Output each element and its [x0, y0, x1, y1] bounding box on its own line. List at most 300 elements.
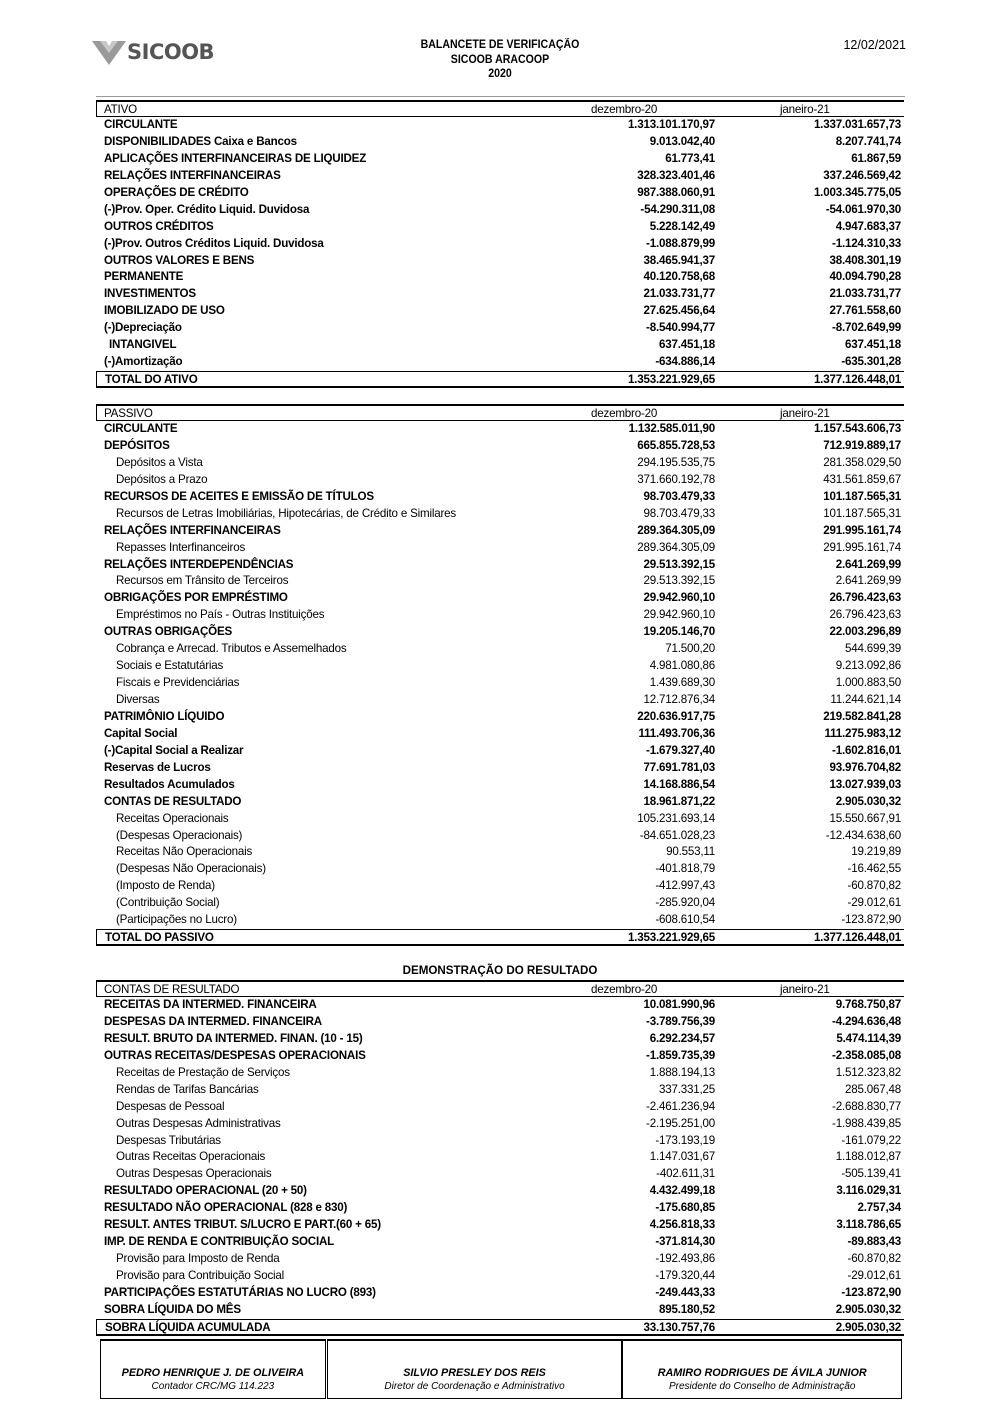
row-label: (-)Prov. Outros Créditos Liquid. Duvidosa	[104, 236, 324, 250]
table-row	[96, 1251, 904, 1268]
row-label: CIRCULANTE	[104, 118, 178, 131]
row-label: (Despesas Operacionais)	[116, 828, 243, 842]
title-line-3: 2020	[488, 68, 512, 80]
table-row	[96, 1065, 904, 1082]
report-date: 12/02/2021	[843, 38, 906, 52]
value-dezembro: -3.789.756,39	[646, 1014, 715, 1028]
row-label: Receitas Não Operacionais	[116, 845, 253, 859]
row-label: INVESTIMENTOS	[104, 287, 196, 301]
col-header-dezembro: dezembro-20	[591, 407, 658, 420]
row-label: (-)Prov. Oper. Crédito Liquid. Duvidosa	[104, 202, 310, 216]
row-label: RELAÇÕES INTERFINANCEIRAS	[104, 168, 281, 182]
value-dezembro: 12.712.876,34	[643, 693, 715, 706]
row-label: DEPÓSITOS	[104, 438, 170, 452]
table-row	[96, 692, 904, 709]
title-line-2: SICOOB ARACOOP	[450, 53, 550, 66]
value-dezembro: -173.193,19	[655, 1133, 715, 1147]
value-janeiro: -54.061.970,30	[825, 202, 901, 216]
table-row	[96, 1031, 904, 1048]
row-label: Recursos de Letras Imobiliárias, Hipotecárias, de Crédito e Similares	[116, 506, 456, 520]
row-label: Cobrança e Arrecad. Tributos e Assemelhados	[116, 642, 347, 656]
row-label: Receitas Operacionais	[116, 811, 229, 825]
table-row	[96, 861, 904, 878]
total-value-janeiro: 1.377.126.448,01	[813, 373, 901, 387]
row-label: APLICAÇÕES INTERFINANCEIRAS DE LIQUIDEZ	[104, 151, 367, 165]
document-title	[362, 38, 638, 82]
row-label: INTANGIVEL	[109, 338, 177, 352]
value-dezembro: 90.553,11	[666, 845, 715, 859]
table-row	[96, 590, 904, 607]
table-row	[96, 303, 904, 320]
value-janeiro: 3.118.786,65	[836, 1218, 901, 1232]
passivo-header-label: PASSIVO	[104, 407, 153, 420]
row-label: Resultados Acumulados	[104, 777, 235, 791]
table-row	[96, 658, 904, 675]
value-dezembro: -84.651.028,23	[639, 828, 715, 842]
value-dezembro: 289.364.305,09	[637, 523, 715, 537]
value-janeiro: -60.870,82	[847, 879, 901, 893]
value-janeiro: 2.641.269,99	[835, 574, 901, 588]
table-row	[96, 117, 904, 134]
signatory-name: PEDRO HENRIQUE J. DE OLIVEIRA	[121, 1367, 305, 1379]
row-label: OUTROS VALORES E BENS	[104, 253, 255, 267]
value-janeiro: 93.976.704,82	[829, 760, 901, 774]
table-row	[96, 236, 904, 253]
value-dezembro: 71.500,20	[665, 642, 715, 656]
value-dezembro: -175.680,85	[655, 1201, 715, 1215]
table-row	[96, 1285, 904, 1302]
value-janeiro: -29.012,61	[847, 896, 901, 910]
value-dezembro: 105.231.693,14	[637, 811, 715, 825]
value-dezembro: 4.256.818,33	[649, 1218, 715, 1232]
value-janeiro: -29.012,61	[847, 1269, 901, 1282]
value-janeiro: 337.246.569,42	[823, 168, 901, 182]
total-value-dezembro: 33.130.757,76	[643, 1320, 715, 1334]
value-dezembro: -8.540.994,77	[646, 321, 715, 335]
col-header-dezembro: dezembro-20	[591, 103, 658, 116]
ativo-header-label: ATIVO	[104, 103, 137, 116]
value-dezembro: 987.388.060,91	[637, 185, 715, 199]
value-janeiro: 40.094.790,28	[829, 270, 901, 284]
table-row	[96, 878, 904, 895]
table-row	[96, 253, 904, 270]
value-dezembro: -54.290.311,08	[640, 202, 715, 216]
value-dezembro: -1.679.327,40	[646, 743, 715, 757]
table-row	[96, 168, 904, 185]
row-label: PARTICIPAÇÕES ESTATUTÁRIAS NO LUCRO (893)	[104, 1285, 376, 1299]
dre-header-row	[96, 980, 904, 997]
value-janeiro: -505.139,41	[841, 1167, 901, 1181]
table-row	[96, 777, 904, 794]
value-janeiro: 2.641.269,99	[835, 557, 901, 571]
sicoob-logo-icon	[92, 39, 126, 65]
value-dezembro: -402.611,31	[656, 1167, 715, 1181]
value-janeiro: 4.947.683,37	[835, 219, 901, 233]
value-dezembro: 637.451,18	[658, 338, 715, 352]
row-label: Depósitos a Vista	[116, 455, 203, 469]
value-dezembro: -371.814,30	[655, 1235, 715, 1249]
table-row	[96, 523, 904, 540]
value-dezembro: 1.439.689,30	[649, 676, 715, 690]
row-label: DESPESAS DA INTERMED. FINANCEIRA	[104, 1014, 322, 1028]
table-row	[96, 557, 904, 574]
row-label: RECURSOS DE ACEITES E EMISSÃO DE TÍTULOS	[104, 489, 374, 503]
table-row	[96, 1166, 904, 1183]
value-dezembro: 1.313.101.170,97	[627, 118, 715, 131]
row-label: Reservas de Lucros	[104, 760, 211, 774]
passivo-table	[96, 404, 904, 946]
value-dezembro: 289.364.305,09	[637, 540, 715, 554]
value-dezembro: 98.703.479,33	[643, 489, 715, 503]
value-dezembro: 1.888.194,13	[649, 1065, 715, 1079]
table-row	[96, 675, 904, 692]
table-row	[96, 828, 904, 845]
value-dezembro: 9.013.042,40	[649, 134, 715, 148]
row-label: Outras Receitas Operacionais	[116, 1150, 266, 1164]
row-label: RECEITAS DA INTERMED. FINANCEIRA	[104, 998, 317, 1011]
signature-box-accountant	[100, 1339, 326, 1399]
signatory-role: Contador CRC/MG 114.223	[151, 1381, 275, 1392]
col-header-dezembro: dezembro-20	[591, 983, 658, 996]
table-row	[96, 1082, 904, 1099]
signatory-name: SILVIO PRESLEY DOS REIS	[403, 1367, 546, 1379]
value-dezembro: 337.331,25	[658, 1082, 715, 1096]
value-janeiro: 111.275.983,12	[824, 726, 901, 740]
value-dezembro: -192.493,86	[655, 1252, 715, 1266]
value-dezembro: 328.323.401,46	[637, 168, 715, 182]
value-janeiro: 101.187.565,31	[823, 489, 901, 503]
value-dezembro: -2.195.251,00	[646, 1116, 715, 1130]
value-janeiro: 1.003.345.775,05	[813, 185, 901, 199]
value-dezembro: -608.610,54	[655, 913, 715, 927]
value-dezembro: 14.168.886,54	[643, 777, 715, 791]
value-dezembro: 29.513.392,15	[643, 574, 715, 588]
value-janeiro: -161.079,22	[841, 1133, 901, 1147]
value-janeiro: 2.905.030,32	[835, 794, 901, 808]
value-janeiro: -4.294.636,48	[832, 1014, 901, 1028]
table-row	[96, 1234, 904, 1251]
row-label: (Contribuição Social)	[116, 896, 220, 910]
value-dezembro: 21.033.731,77	[643, 287, 715, 301]
total-value-janeiro: 2.905.030,32	[835, 1320, 901, 1334]
value-dezembro: -412.997,43	[655, 879, 715, 893]
signatory-role: Diretor de Coordenação e Administrativo	[384, 1381, 565, 1392]
table-row	[96, 997, 904, 1014]
value-janeiro: 19.219,89	[851, 845, 901, 859]
value-janeiro: 38.408.301,19	[829, 253, 901, 267]
value-janeiro: -2.688.830,77	[832, 1099, 901, 1113]
value-janeiro: -16.462,55	[847, 862, 901, 876]
value-janeiro: 1.157.543.606,73	[813, 422, 901, 435]
table-row	[96, 709, 904, 726]
dre-header-label: CONTAS DE RESULTADO	[104, 983, 240, 996]
value-janeiro: 1.000.883,50	[835, 676, 901, 690]
row-label: Empréstimos no País - Outras Instituições	[116, 608, 325, 622]
table-row	[96, 219, 904, 236]
value-dezembro: 98.703.479,33	[643, 506, 715, 520]
row-label: CIRCULANTE	[104, 422, 178, 435]
table-row	[96, 320, 904, 337]
value-dezembro: 18.961.871,22	[643, 794, 715, 808]
value-janeiro: 431.561.859,67	[823, 472, 901, 486]
value-janeiro: 26.796.423,63	[829, 608, 901, 622]
value-janeiro: 281.358.029,50	[823, 455, 901, 469]
value-janeiro: 61.867,59	[851, 151, 901, 165]
passivo-header-row	[96, 404, 904, 421]
table-row	[96, 912, 904, 929]
value-dezembro: 10.081.990,96	[643, 998, 715, 1011]
table-row	[96, 540, 904, 557]
table-row	[96, 269, 904, 286]
row-label: (Participações no Lucro)	[116, 913, 237, 927]
passivo-total-row	[96, 929, 904, 946]
value-janeiro: 27.761.558,60	[829, 304, 901, 318]
value-dezembro: 61.773,41	[665, 151, 715, 165]
value-dezembro: 38.465.941,37	[643, 253, 715, 267]
table-row	[96, 844, 904, 861]
ativo-table	[96, 100, 904, 388]
table-row	[96, 1217, 904, 1234]
value-dezembro: 294.195.535,75	[637, 455, 715, 469]
row-label: RESULTADO NÃO OPERACIONAL (828 e 830)	[104, 1201, 348, 1215]
value-dezembro: 29.942.960,10	[643, 608, 715, 622]
value-janeiro: -123.872,90	[841, 1285, 901, 1299]
value-janeiro: 15.550.667,91	[829, 811, 901, 825]
table-row	[96, 726, 904, 743]
table-row	[96, 1133, 904, 1150]
table-row	[96, 607, 904, 624]
value-dezembro: 77.691.781,03	[643, 760, 715, 774]
value-dezembro: -285.920,04	[655, 896, 715, 910]
value-janeiro: 13.027.939,03	[829, 777, 901, 791]
row-label: Fiscais e Previdenciárias	[116, 676, 240, 690]
row-label: Provisão para Contribuição Social	[116, 1269, 285, 1282]
value-janeiro: 21.033.731,77	[829, 287, 901, 301]
table-row	[96, 421, 904, 438]
row-label: RESULTADO OPERACIONAL (20 + 50)	[104, 1184, 307, 1198]
row-label: (-)Amortização	[104, 355, 183, 369]
table-row	[96, 286, 904, 303]
value-janeiro: -1.602.816,01	[832, 743, 901, 757]
signature-block	[100, 1339, 902, 1399]
title-line-1: BALANCETE DE VERIFICAÇÃO	[420, 39, 580, 51]
col-header-janeiro: janeiro-21	[780, 407, 830, 420]
table-row	[96, 489, 904, 506]
value-janeiro: -89.883,43	[847, 1235, 901, 1249]
value-janeiro: 2.757,34	[857, 1201, 901, 1215]
value-janeiro: 5.474.114,39	[836, 1031, 901, 1045]
table-row	[96, 185, 904, 202]
value-dezembro: 40.120.758,68	[643, 270, 715, 284]
table-row	[96, 134, 904, 151]
value-janeiro: 9.213.092,86	[835, 659, 901, 673]
value-dezembro: 895.180,52	[658, 1302, 715, 1316]
table-row	[96, 337, 904, 354]
table-row	[96, 895, 904, 912]
value-janeiro: -123.872,90	[841, 913, 901, 927]
row-label: (-)Capital Social a Realizar	[104, 743, 244, 757]
value-janeiro: 291.995.161,74	[823, 540, 901, 554]
table-row	[96, 794, 904, 811]
table-row	[96, 151, 904, 168]
value-janeiro: 26.796.423,63	[829, 591, 901, 605]
table-row	[96, 1268, 904, 1285]
row-label: Rendas de Tarifas Bancárias	[116, 1082, 259, 1096]
total-value-janeiro: 1.377.126.448,01	[813, 931, 901, 945]
value-dezembro: 4.981.080,86	[649, 659, 715, 673]
dre-total-row	[96, 1319, 904, 1336]
row-label: OPERAÇÕES DE CRÉDITO	[104, 185, 249, 199]
row-label: Depósitos a Prazo	[116, 472, 208, 486]
table-row	[96, 624, 904, 641]
value-dezembro: 1.132.585.011,90	[628, 422, 715, 435]
table-row	[96, 438, 904, 455]
total-value-dezembro: 1.353.221.929,65	[627, 931, 715, 945]
table-row	[96, 1048, 904, 1065]
row-label: IMOBILIZADO DE USO	[104, 304, 225, 318]
row-label: (Imposto de Renda)	[116, 879, 215, 893]
row-label: RESULT. BRUTO DA INTERMED. FINAN. (10 - 15)	[104, 1031, 363, 1045]
table-row	[96, 1099, 904, 1116]
row-label: Provisão para Imposto de Renda	[116, 1252, 280, 1266]
col-header-janeiro: janeiro-21	[780, 983, 830, 996]
total-value-dezembro: 1.353.221.929,65	[627, 373, 715, 387]
table-row	[96, 202, 904, 219]
row-label: OUTRAS RECEITAS/DESPESAS OPERACIONAIS	[104, 1048, 366, 1062]
dre-table	[96, 980, 904, 1336]
table-row	[96, 1183, 904, 1200]
value-janeiro: -2.358.085,08	[832, 1048, 901, 1062]
row-label: Outras Despesas Administrativas	[116, 1116, 281, 1130]
dre-title: DEMONSTRAÇÃO DO RESULTADO	[402, 964, 598, 977]
table-row	[96, 1302, 904, 1319]
row-label: Despesas Tributárias	[116, 1133, 221, 1147]
row-label: PERMANENTE	[104, 270, 184, 284]
value-dezembro: 19.205.146,70	[643, 625, 715, 639]
row-label: Sociais e Estatutárias	[116, 659, 224, 673]
value-janeiro: -635.301,28	[841, 355, 901, 369]
row-label: OBRIGAÇÕES POR EMPRÉSTIMO	[104, 591, 288, 605]
value-janeiro: -12.434.638,60	[825, 828, 901, 842]
row-label: (Despesas Não Operacionais)	[116, 862, 266, 876]
table-row	[96, 1014, 904, 1031]
row-label: CONTAS DE RESULTADO	[104, 794, 242, 808]
value-janeiro: 101.187.565,31	[823, 506, 901, 520]
value-dezembro: -634.886,14	[655, 355, 715, 369]
row-label: Capital Social	[104, 726, 178, 740]
signatory-name: RAMIRO RODRIGUES DE ÁVILA JUNIOR	[657, 1367, 867, 1379]
table-row	[96, 354, 904, 371]
value-janeiro: 3.116.029,31	[836, 1184, 901, 1198]
signature-box-president	[622, 1339, 902, 1399]
value-dezembro: -401.818,79	[655, 862, 715, 876]
row-label: RESULT. ANTES TRIBUT. S/LUCRO E PART.(60 + 65)	[104, 1218, 381, 1232]
row-label: DISPONIBILIDADES Caixa e Bancos	[104, 134, 297, 148]
value-janeiro: 285.067,48	[844, 1082, 901, 1096]
row-label: Outras Despesas Operacionais	[116, 1167, 272, 1181]
row-label: Repasses Interfinanceiros	[116, 540, 246, 554]
table-row	[96, 472, 904, 489]
value-janeiro: -1.988.439,85	[832, 1116, 901, 1130]
value-dezembro: 371.660.192,78	[637, 472, 715, 486]
total-label: TOTAL DO ATIVO	[105, 373, 198, 387]
signature-box-director	[327, 1339, 623, 1399]
row-label: Despesas de Pessoal	[116, 1099, 225, 1113]
value-janeiro: 1.512.323,82	[835, 1065, 901, 1079]
value-dezembro: 5.228.142,49	[649, 219, 715, 233]
value-dezembro: -179.320,44	[655, 1269, 715, 1282]
value-dezembro: -1.859.735,39	[646, 1048, 715, 1062]
ativo-total-row	[96, 371, 904, 388]
value-dezembro: 1.147.031,67	[649, 1150, 715, 1164]
value-janeiro: -1.124.310,33	[832, 236, 901, 250]
total-label: SOBRA LÍQUIDA ACUMULADA	[105, 1320, 271, 1334]
row-label: (-)Depreciação	[104, 321, 182, 335]
table-row	[96, 743, 904, 760]
table-row	[96, 506, 904, 523]
value-dezembro: 665.855.728,53	[637, 438, 715, 452]
table-row	[96, 1149, 904, 1166]
value-janeiro: 1.337.031.657,73	[813, 118, 901, 131]
table-row	[96, 1200, 904, 1217]
row-label: Recursos em Trânsito de Terceiros	[116, 574, 289, 588]
value-janeiro: 11.244.621,14	[830, 693, 901, 706]
value-janeiro: 544.699,39	[844, 642, 901, 656]
total-label: TOTAL DO PASSIVO	[105, 931, 214, 945]
table-row	[96, 1116, 904, 1133]
value-janeiro: 712.919.889,17	[823, 438, 901, 452]
value-dezembro: 29.942.960,10	[643, 591, 715, 605]
value-dezembro: 111.493.706,36	[638, 726, 715, 740]
value-janeiro: 637.451,18	[844, 338, 901, 352]
row-label: RELAÇÕES INTERFINANCEIRAS	[104, 523, 281, 537]
header-divider	[96, 96, 905, 97]
sicoob-logo	[92, 37, 222, 67]
table-row	[96, 573, 904, 590]
row-label: RELAÇÕES INTERDEPENDÊNCIAS	[104, 557, 294, 571]
col-header-janeiro: janeiro-21	[780, 103, 830, 116]
table-row	[96, 641, 904, 658]
row-label: OUTRAS OBRIGAÇÕES	[104, 625, 233, 639]
value-janeiro: 22.003.296,89	[829, 625, 901, 639]
value-janeiro: 8.207.741,74	[835, 134, 901, 148]
table-row	[96, 811, 904, 828]
table-row	[96, 455, 904, 472]
row-label: PATRIMÔNIO LÍQUIDO	[104, 709, 225, 723]
row-label: Receitas de Prestação de Serviços	[116, 1065, 290, 1079]
value-dezembro: -2.461.236,94	[646, 1099, 715, 1113]
value-janeiro: 9.768.750,87	[835, 998, 901, 1011]
row-label: SOBRA LÍQUIDA DO MÊS	[104, 1302, 241, 1316]
value-dezembro: -1.088.879,99	[646, 236, 715, 250]
value-janeiro: 291.995.161,74	[823, 523, 901, 537]
value-dezembro: -249.443,33	[655, 1285, 715, 1299]
table-row	[96, 760, 904, 777]
value-dezembro: 220.636.917,75	[637, 709, 715, 723]
row-label: IMP. DE RENDA E CONTRIBUIÇÃO SOCIAL	[104, 1235, 335, 1249]
value-janeiro: 219.582.841,28	[823, 709, 901, 723]
value-janeiro: -60.870,82	[847, 1252, 901, 1266]
value-dezembro: 27.625.456,64	[643, 304, 715, 318]
value-janeiro: -8.702.649,99	[832, 321, 901, 335]
value-janeiro: 1.188.012,87	[835, 1150, 901, 1164]
row-label: Diversas	[116, 693, 160, 706]
row-label: OUTROS CRÉDITOS	[104, 219, 214, 233]
value-dezembro: 4.432.499,18	[649, 1184, 715, 1198]
ativo-header-row	[96, 100, 904, 117]
logo-text: SICOOB	[127, 40, 215, 64]
value-janeiro: 2.905.030,32	[835, 1302, 901, 1316]
